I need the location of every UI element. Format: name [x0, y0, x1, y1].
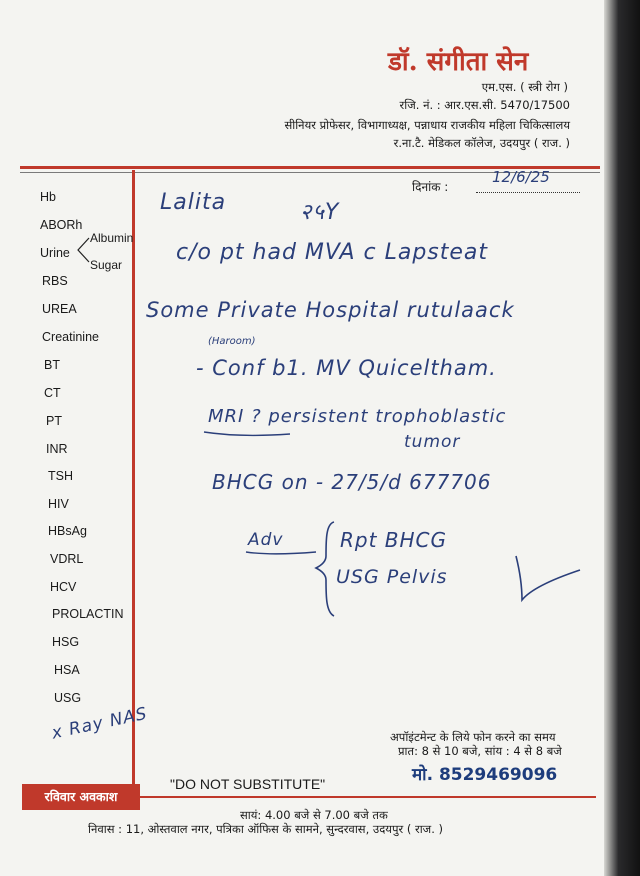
test-hb: Hb	[40, 190, 56, 204]
test-hbsag: HBsAg	[48, 524, 87, 538]
test-rbs: RBS	[42, 274, 68, 288]
test-bt: BT	[44, 358, 60, 372]
hw-line-confirm: - Conf b1. MV Quiceltham.	[196, 356, 497, 380]
hw-line-hospital: Some Private Hospital rutulaack	[146, 298, 515, 322]
mri-underline	[204, 432, 290, 435]
hw-margin-note: x Ray NAS	[50, 703, 150, 744]
test-hiv: HIV	[48, 497, 69, 511]
hw-rx-usg-pelvis: USG Pelvis	[336, 566, 448, 588]
test-ct: CT	[44, 386, 61, 400]
date-label: दिनांक :	[412, 180, 449, 194]
signature	[516, 556, 580, 600]
test-hsg: HSG	[52, 635, 80, 649]
test-pt: PT	[46, 414, 62, 428]
phone-number: मो. 8529469096	[412, 765, 558, 785]
sunday-closed-badge: रविवार अवकाश	[22, 784, 140, 810]
do-not-substitute: "DO NOT SUBSTITUTE"	[170, 776, 326, 792]
footer-address: निवास : 11, ओस्तवाल नगर, पत्रिका ऑफिस के सामने, सुन्दरवास, उदयपुर ( राज. )	[88, 822, 444, 836]
test-urine: Urine	[40, 246, 70, 260]
date-value: 12/6/25	[492, 168, 550, 186]
hw-line-history: c/o pt had MVA c Lapsteat	[176, 240, 489, 265]
test-hcv: HCV	[50, 580, 77, 594]
footer-evening-hours: सायं: 4.00 बजे से 7.00 बजे तक	[240, 808, 388, 822]
test-aborh: ABORh	[40, 218, 83, 232]
hw-advice-label: Adv	[248, 530, 284, 550]
test-vdrl: VDRL	[50, 552, 84, 566]
hw-rx-repeat-bhcg: Rpt BHCG	[340, 528, 448, 552]
hw-line-tumor: tumor	[404, 432, 461, 452]
test-tsh: TSH	[48, 469, 73, 483]
registration-number: रजि. नं. : आर.एस.सी. 5470/17500	[399, 98, 570, 112]
doctor-designation: सीनियर प्रोफेसर, विभागाध्यक्ष, पन्नाधाय राजकीय महिला चिकित्सालय	[284, 118, 570, 132]
hw-patient-name: Lalita	[160, 190, 227, 215]
test-creatinine: Creatinine	[42, 330, 99, 344]
hw-line-bhcg: BHCG on - 27/5/d 677706	[212, 470, 492, 494]
test-sugar: Sugar	[90, 258, 123, 272]
appointment-title: अपॉइंटमेन्ट के लिये फोन करने का समय	[390, 730, 556, 744]
hw-patient-age: २५Y	[300, 200, 340, 225]
doctor-name: डॉ. संगीता सेन	[388, 47, 529, 77]
doctor-qualification: एम.एस. ( स्त्री रोग )	[481, 80, 568, 94]
rx-brace	[316, 522, 334, 616]
test-urea: UREA	[42, 302, 77, 316]
footer-divider	[140, 796, 596, 798]
scan-edge-shadow	[604, 0, 640, 876]
hw-line-hospital-note: (Haroom)	[208, 336, 256, 347]
test-inr: INR	[46, 442, 68, 456]
advice-underline	[246, 552, 316, 554]
test-albumin: Albumin	[90, 231, 134, 245]
hw-line-mri: MRI ? persistent trophoblastic	[208, 406, 507, 427]
test-prolactin: PROLACTIN	[52, 607, 124, 621]
appointment-hours: प्रात: 8 से 10 बजे, सांय : 4 से 8 बजे	[398, 744, 562, 758]
college-name: र.ना.टै. मेडिकल कॉलेज, उदयपुर ( राज. )	[393, 136, 570, 150]
test-usg: USG	[54, 691, 82, 705]
test-hsa: HSA	[54, 663, 80, 677]
